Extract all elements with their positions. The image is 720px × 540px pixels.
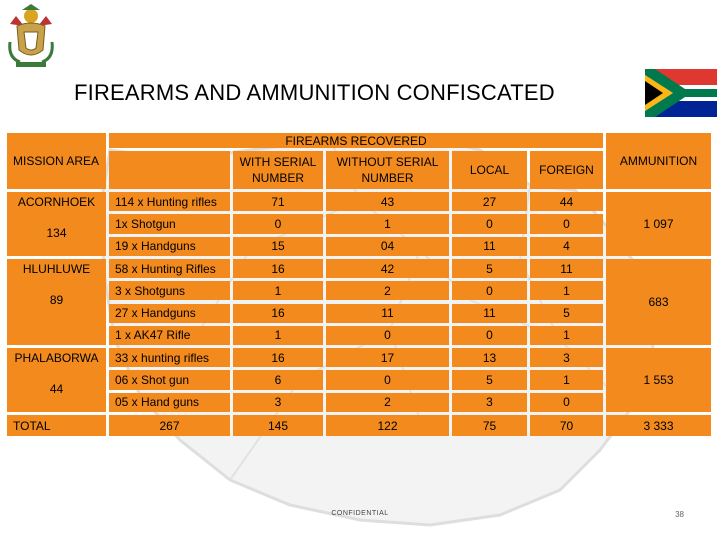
mission-area-name: ACORNHOEK bbox=[17, 195, 96, 209]
row-item-cell: 33 x hunting rifles bbox=[109, 348, 230, 367]
row-local-cell: 5 bbox=[452, 259, 527, 278]
row-with-serial-cell: 1 bbox=[233, 281, 323, 300]
header-without-serial: WITHOUT SERIAL NUMBER bbox=[326, 151, 449, 189]
row-local-cell: 11 bbox=[452, 304, 527, 323]
row-item-cell: 114 x Hunting rifles bbox=[109, 192, 230, 211]
row-with-serial-cell: 1 bbox=[233, 326, 323, 345]
row-without-serial-cell: 0 bbox=[326, 326, 449, 345]
header-ammunition: AMMUNITION bbox=[606, 133, 711, 189]
row-with-serial-cell: 16 bbox=[233, 348, 323, 367]
header-foreign: FOREIGN bbox=[530, 151, 603, 189]
ammunition-cell: 1 553 bbox=[606, 348, 711, 412]
row-item-cell: 1x Shotgun bbox=[109, 214, 230, 233]
row-with-serial-cell: 16 bbox=[233, 304, 323, 323]
row-local-cell: 0 bbox=[452, 214, 527, 233]
row-foreign-cell: 11 bbox=[530, 259, 603, 278]
total-ammunition-cell: 3 333 bbox=[606, 415, 711, 436]
row-local-cell: 27 bbox=[452, 192, 527, 211]
row-item-cell: 1 x AK47 Rifle bbox=[109, 326, 230, 345]
row-foreign-cell: 1 bbox=[530, 281, 603, 300]
row-foreign-cell: 0 bbox=[530, 214, 603, 233]
header-firearms-recovered: FIREARMS RECOVERED bbox=[109, 133, 603, 148]
row-without-serial-cell: 0 bbox=[326, 370, 449, 389]
row-item-cell: 27 x Handguns bbox=[109, 304, 230, 323]
mission-area-count: 134 bbox=[46, 226, 67, 240]
total-foreign-cell: 70 bbox=[530, 415, 603, 436]
coat-of-arms-logo bbox=[2, 2, 60, 74]
page-number: 38 bbox=[675, 510, 684, 519]
header-with-serial: WITH SERIAL NUMBER bbox=[233, 151, 323, 189]
row-local-cell: 11 bbox=[452, 237, 527, 256]
row-local-cell: 3 bbox=[452, 393, 527, 412]
header-blank bbox=[109, 151, 230, 189]
row-foreign-cell: 3 bbox=[530, 348, 603, 367]
row-without-serial-cell: 11 bbox=[326, 304, 449, 323]
page-title: FIREARMS AND AMMUNITION CONFISCATED bbox=[74, 80, 555, 105]
mission-area-cell bbox=[7, 192, 106, 256]
mission-area-name: PHALABORWA bbox=[14, 351, 99, 366]
total-with-serial-cell: 145 bbox=[233, 415, 323, 436]
row-with-serial-cell: 3 bbox=[233, 393, 323, 412]
row-local-cell: 0 bbox=[452, 326, 527, 345]
row-item-cell: 3 x Shotguns bbox=[109, 281, 230, 300]
row-foreign-cell: 1 bbox=[530, 370, 603, 389]
row-foreign-cell: 0 bbox=[530, 393, 603, 412]
row-with-serial-cell: 0 bbox=[233, 214, 323, 233]
row-without-serial-cell: 04 bbox=[326, 237, 449, 256]
row-foreign-cell: 44 bbox=[530, 192, 603, 211]
total-without-serial-cell: 122 bbox=[326, 415, 449, 436]
mission-area-count: 89 bbox=[49, 292, 64, 307]
ammunition-cell: 1 097 bbox=[606, 192, 711, 256]
row-foreign-cell: 4 bbox=[530, 237, 603, 256]
confidential-label: CONFIDENTIAL bbox=[331, 510, 389, 517]
row-foreign-cell: 1 bbox=[530, 326, 603, 345]
row-with-serial-cell: 15 bbox=[233, 237, 323, 256]
row-with-serial-cell: 6 bbox=[233, 370, 323, 389]
row-item-cell: 05 x Hand guns bbox=[109, 393, 230, 412]
row-with-serial-cell: 71 bbox=[233, 192, 323, 211]
total-local-cell: 75 bbox=[452, 415, 527, 436]
row-with-serial-cell: 16 bbox=[233, 259, 323, 278]
row-local-cell: 13 bbox=[452, 348, 527, 367]
mission-area-cell bbox=[7, 259, 106, 345]
row-without-serial-cell: 42 bbox=[326, 259, 449, 278]
total-items-cell: 267 bbox=[109, 415, 230, 436]
header-local: LOCAL bbox=[452, 151, 527, 189]
header-mission-area: MISSION AREA bbox=[7, 133, 106, 189]
row-local-cell: 0 bbox=[452, 281, 527, 300]
row-local-cell: 5 bbox=[452, 370, 527, 389]
total-label: TOTAL bbox=[7, 415, 106, 436]
row-without-serial-cell: 2 bbox=[326, 393, 449, 412]
ammunition-cell: 683 bbox=[606, 259, 711, 345]
mission-area-name: HLUHLUWE bbox=[22, 261, 91, 276]
row-without-serial-cell: 1 bbox=[326, 214, 449, 233]
mission-area-cell bbox=[7, 348, 106, 412]
row-without-serial-cell: 43 bbox=[326, 192, 449, 211]
row-item-cell: 19 x Handguns bbox=[109, 237, 230, 256]
mission-area-count: 44 bbox=[49, 382, 64, 397]
row-without-serial-cell: 2 bbox=[326, 281, 449, 300]
row-foreign-cell: 5 bbox=[530, 304, 603, 323]
row-item-cell: 58 x Hunting Rifles bbox=[109, 259, 230, 278]
row-item-cell: 06 x Shot gun bbox=[109, 370, 230, 389]
row-without-serial-cell: 17 bbox=[326, 348, 449, 367]
south-africa-flag-icon bbox=[645, 69, 717, 117]
